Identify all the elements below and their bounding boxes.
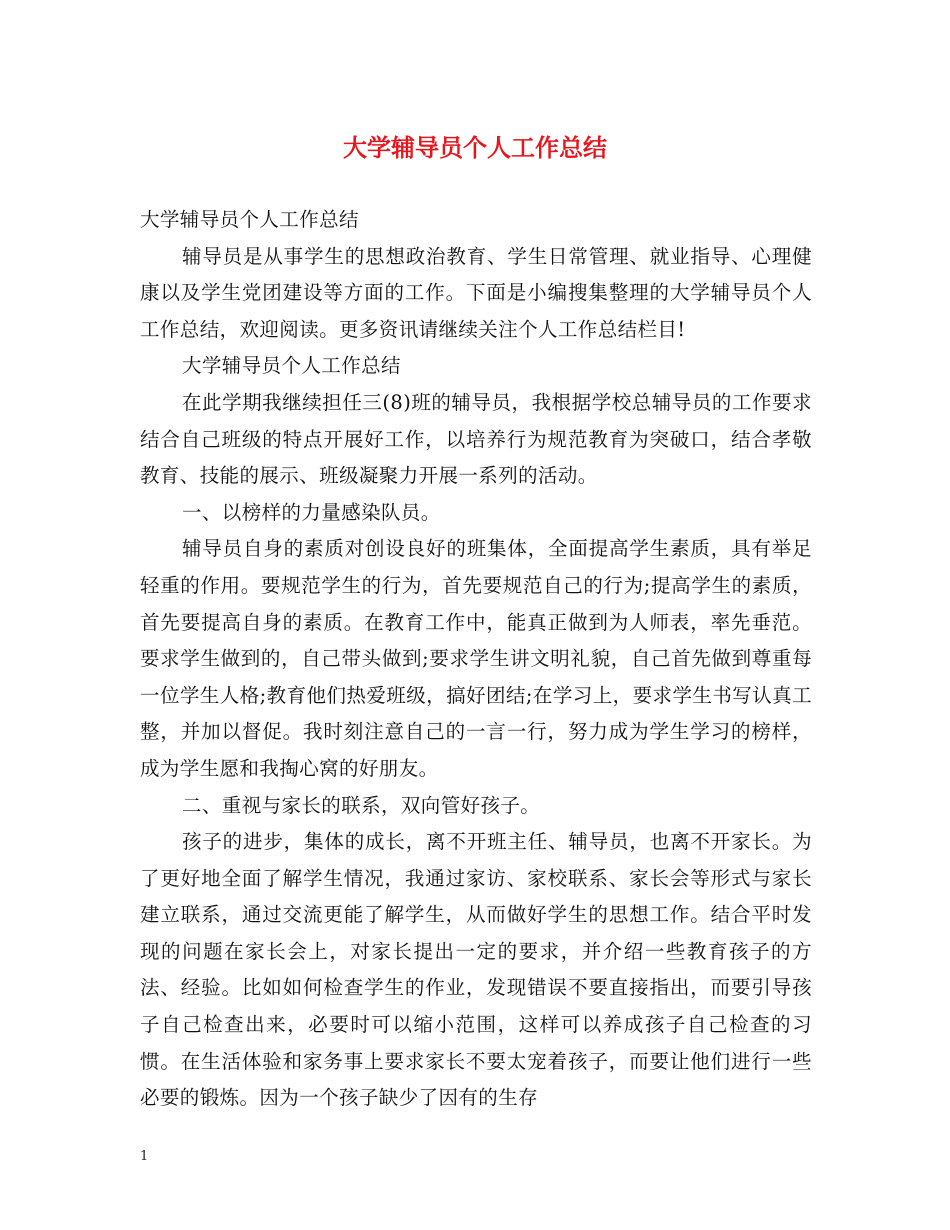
paragraph: 孩子的进步，集体的成长，离不开班主任、辅导员，也离不开家长。为了更好地全面了解学生情况，我通过家访、家校联系、家长会等形式与家长建立联系，通过交流更能了解学生，从而做好学生的思想工作。结合平时发现的问题在家长会上，对家长提出一定的要求，并介绍一些教育孩子的方法、经验。比如如何检查学生的作业，发现错误不要直接指出，而要引导孩子自己检查出来，必要时可以缩小范围，这样可以养成孩子自己检查的习惯。在生活体验和家务事上要求家长不要太宠着孩子，而要让他们进行一些必要的锻炼。因为一个孩子缺少了因有的生存 xyxy=(140,830,812,1110)
page-number: 1 xyxy=(140,1149,149,1164)
document-title: 大学辅导员个人工作总结 xyxy=(343,133,607,162)
document-body xyxy=(140,202,812,1117)
paragraph: 在此学期我继续担任三(8)班的辅导员，我根据学校总辅导员的工作要求结合自己班级的特点开展好工作，以培养行为规范教育为突破口，结合孝敬教育、技能的展示、班级凝聚力开展一系列的活动。 xyxy=(140,390,812,488)
paragraph: 大学辅导员个人工作总结 xyxy=(140,208,359,231)
section-heading: 一、以榜样的力量感染队员。 xyxy=(182,500,441,524)
section-heading: 二、重视与家长的联系，双向管好孩子。 xyxy=(182,793,541,817)
paragraph: 大学辅导员个人工作总结 xyxy=(182,354,401,378)
paragraph: 辅导员自身的素质对创设良好的班集体，全面提高学生素质，具有举足轻重的作用。要规范学生的行为，首先要规范自己的行为;提高学生的素质，首先要提高自身的素质。在教育工作中，能真正做到为人师表，率先垂范。要求学生做到的，自己带头做到;要求学生讲文明礼貌，自己首先做到尊重每一位学生人格;教育他们热爱班级，搞好团结;在学习上，要求学生书写认真工整，并加以督促。我时刻注意自己的一言一行，努力成为学生学习的榜样，成为学生愿和我掏心窝的好朋友。 xyxy=(140,537,812,780)
paragraph: 辅导员是从事学生的思想政治教育、学生日常管理、就业指导、心理健康以及学生党团建设等方面的工作。下面是小编搜集整理的大学辅导员个人工作总结，欢迎阅读。更多资讯请继续关注个人工作总结栏目! xyxy=(140,244,812,341)
